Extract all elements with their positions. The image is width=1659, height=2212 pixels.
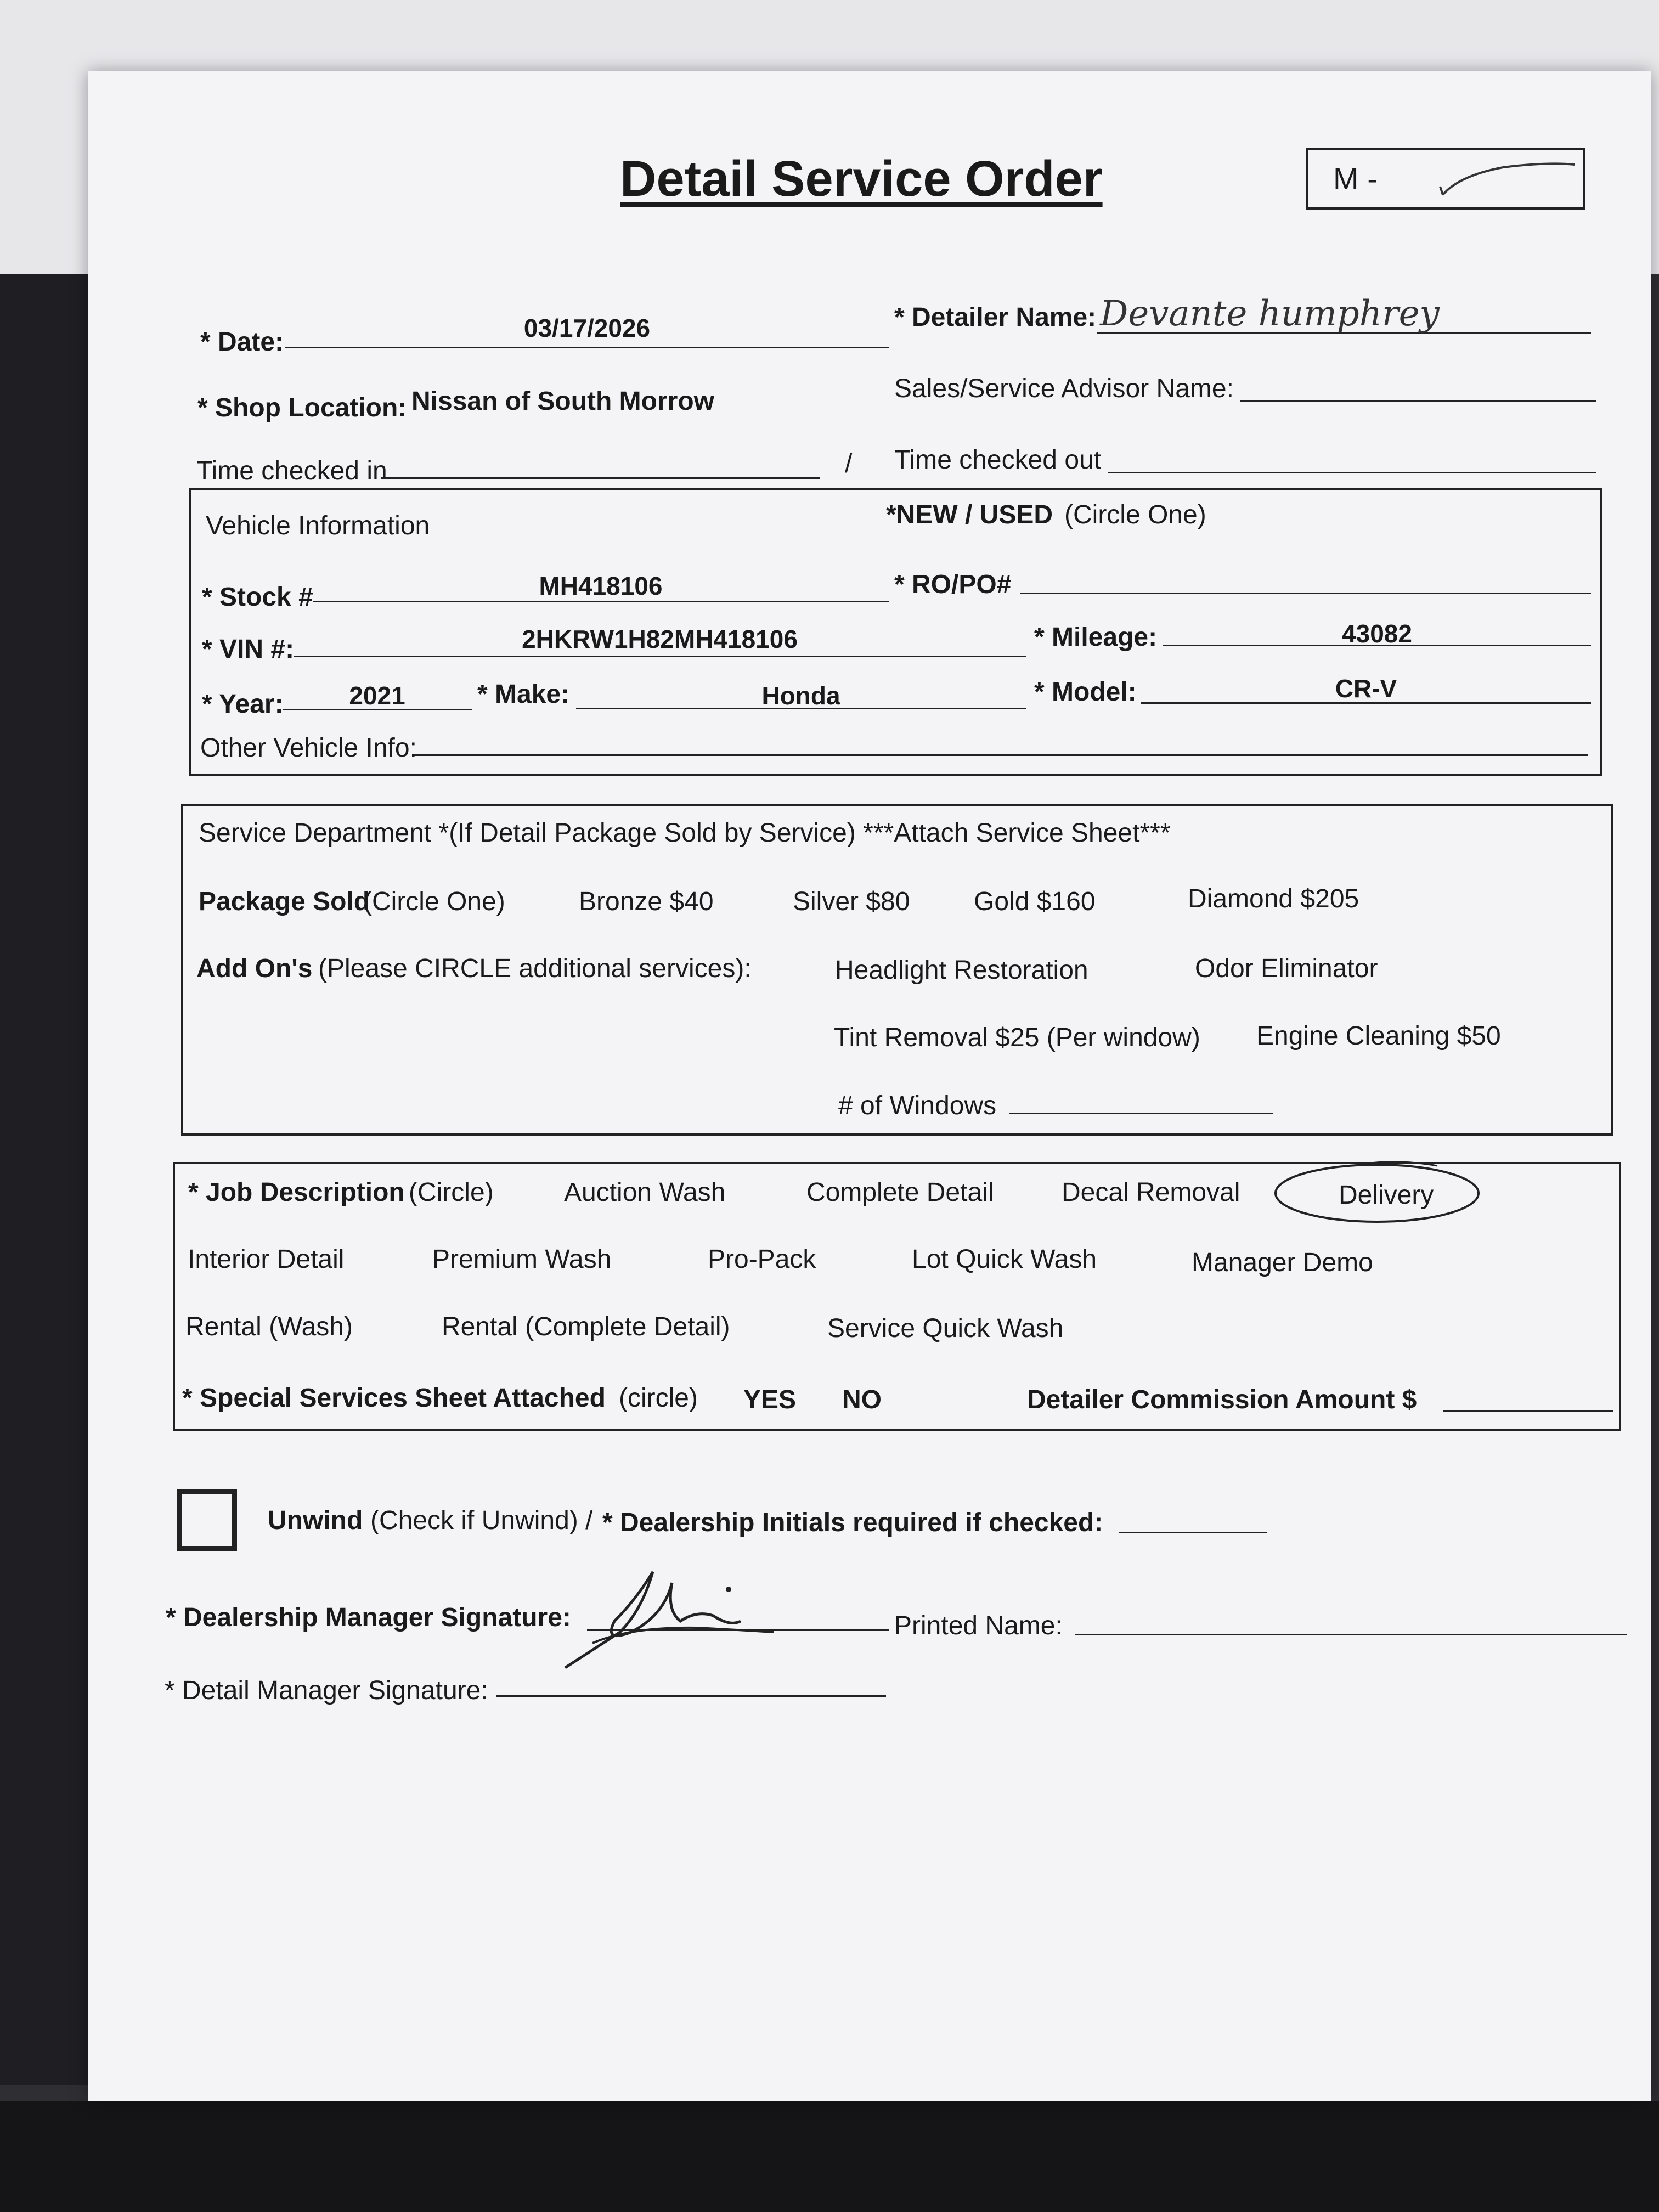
package-silver[interactable]: Silver $80 xyxy=(793,887,910,916)
shop-location-value: Nissan of South Morrow xyxy=(411,387,714,416)
delivery-circle-mark xyxy=(1267,1155,1487,1226)
model-label: * Model: xyxy=(1034,678,1137,707)
addon-engine-cleaning[interactable]: Engine Cleaning $50 xyxy=(1256,1022,1501,1051)
windows-count-label: # of Windows xyxy=(838,1091,997,1120)
job-service-quick-wash[interactable]: Service Quick Wash xyxy=(827,1314,1064,1343)
addon-tint-removal[interactable]: Tint Removal $25 (Per window) xyxy=(834,1023,1200,1052)
vin-value: 2HKRW1H82MH418106 xyxy=(522,625,798,653)
job-description-label: * Job Description xyxy=(188,1178,405,1207)
job-delivery[interactable]: Delivery xyxy=(1339,1181,1434,1210)
stock-field[interactable] xyxy=(313,601,889,602)
job-premium-wash[interactable]: Premium Wash xyxy=(432,1245,612,1274)
dealership-manager-signature xyxy=(554,1566,861,1676)
date-label: * Date: xyxy=(200,328,284,357)
new-used-hint: (Circle One) xyxy=(1064,500,1206,529)
make-label: * Make: xyxy=(477,680,570,709)
detail-manager-signature-field[interactable] xyxy=(496,1695,886,1697)
ro-po-field[interactable] xyxy=(1020,592,1591,594)
package-sold-hint: (Circle One) xyxy=(363,887,505,916)
order-number-scribble xyxy=(1437,154,1580,203)
dealership-initials-field[interactable] xyxy=(1119,1532,1267,1533)
add-ons-label: Add On's xyxy=(196,954,313,983)
time-separator: / xyxy=(845,449,853,478)
vin-field[interactable] xyxy=(294,656,1026,657)
dealership-manager-signature-label: * Dealership Manager Signature: xyxy=(166,1603,571,1632)
package-diamond[interactable]: Diamond $205 xyxy=(1188,884,1359,913)
job-description-hint: (Circle) xyxy=(409,1178,494,1207)
job-pro-pack[interactable]: Pro-Pack xyxy=(708,1245,816,1274)
printed-name-field[interactable] xyxy=(1075,1634,1627,1635)
add-ons-hint: (Please CIRCLE additional services): xyxy=(318,954,752,983)
commission-label: Detailer Commission Amount $ xyxy=(1027,1385,1417,1414)
unwind-hint: (Check if Unwind) / xyxy=(370,1506,593,1535)
time-out-field[interactable] xyxy=(1108,472,1596,473)
ro-po-label: * RO/PO# xyxy=(894,570,1012,599)
job-rental-complete-detail[interactable]: Rental (Complete Detail) xyxy=(442,1312,730,1341)
desk-edge xyxy=(0,2101,1659,2212)
commission-field[interactable] xyxy=(1443,1410,1613,1412)
service-department-header: Service Department *(If Detail Package Sold by Service) ***Attach Service Sheet*** xyxy=(199,819,1171,848)
mileage-value: 43082 xyxy=(1342,619,1412,648)
date-value: 03/17/2026 xyxy=(523,314,651,342)
printed-name-label: Printed Name: xyxy=(894,1611,1063,1640)
package-sold-label: Package Sold xyxy=(199,887,370,916)
model-value: CR-V xyxy=(1335,674,1397,703)
package-gold[interactable]: Gold $160 xyxy=(974,887,1096,916)
make-value: Honda xyxy=(761,681,840,710)
special-services-hint: (circle) xyxy=(619,1384,698,1413)
mileage-label: * Mileage: xyxy=(1034,623,1158,652)
job-interior-detail[interactable]: Interior Detail xyxy=(188,1245,345,1274)
windows-count-field[interactable] xyxy=(1009,1113,1273,1114)
unwind-label: Unwind xyxy=(268,1506,363,1535)
date-field[interactable] xyxy=(285,347,889,348)
other-vehicle-info-field[interactable] xyxy=(414,754,1588,756)
special-services-no[interactable]: NO xyxy=(842,1385,882,1414)
dealership-initials-label: * Dealership Initials required if checked: xyxy=(602,1508,1103,1537)
time-in-label: Time checked in xyxy=(196,456,387,486)
stock-label: * Stock # xyxy=(202,583,313,612)
detailer-name-handwriting: Devante humphrey xyxy=(1100,294,1440,334)
other-vehicle-info-label: Other Vehicle Info: xyxy=(200,733,417,763)
job-decal-removal[interactable]: Decal Removal xyxy=(1062,1178,1240,1207)
detailer-name-label: * Detailer Name: xyxy=(894,303,1097,332)
job-lot-quick-wash[interactable]: Lot Quick Wash xyxy=(912,1245,1097,1274)
job-manager-demo[interactable]: Manager Demo xyxy=(1192,1248,1373,1277)
year-value: 2021 xyxy=(349,681,405,710)
unwind-checkbox[interactable] xyxy=(177,1489,237,1551)
advisor-name-label: Sales/Service Advisor Name: xyxy=(894,374,1234,403)
special-services-yes[interactable]: YES xyxy=(743,1385,797,1414)
time-out-label: Time checked out xyxy=(894,445,1102,475)
form-title: Detail Service Order xyxy=(620,151,1103,207)
job-auction-wash[interactable]: Auction Wash xyxy=(564,1178,726,1207)
job-complete-detail[interactable]: Complete Detail xyxy=(806,1178,994,1207)
stock-value: MH418106 xyxy=(539,572,663,600)
special-services-label: * Special Services Sheet Attached xyxy=(182,1384,606,1413)
job-rental-wash[interactable]: Rental (Wash) xyxy=(185,1312,353,1341)
year-label: * Year: xyxy=(202,690,284,719)
package-bronze[interactable]: Bronze $40 xyxy=(579,887,714,916)
order-number-prefix: M - xyxy=(1333,161,1378,196)
vehicle-info-label: Vehicle Information xyxy=(206,511,430,540)
advisor-name-field[interactable] xyxy=(1240,400,1596,402)
service-order-sheet xyxy=(88,71,1651,2101)
time-in-field[interactable] xyxy=(381,477,820,479)
new-used-label: *NEW / USED xyxy=(886,500,1053,529)
vin-label: * VIN #: xyxy=(202,635,295,664)
addon-odor-eliminator[interactable]: Odor Eliminator xyxy=(1195,954,1378,983)
addon-headlight-restoration[interactable]: Headlight Restoration xyxy=(835,956,1088,985)
detail-manager-signature-label: * Detail Manager Signature: xyxy=(165,1676,488,1705)
shop-location-label: * Shop Location: xyxy=(198,393,407,422)
